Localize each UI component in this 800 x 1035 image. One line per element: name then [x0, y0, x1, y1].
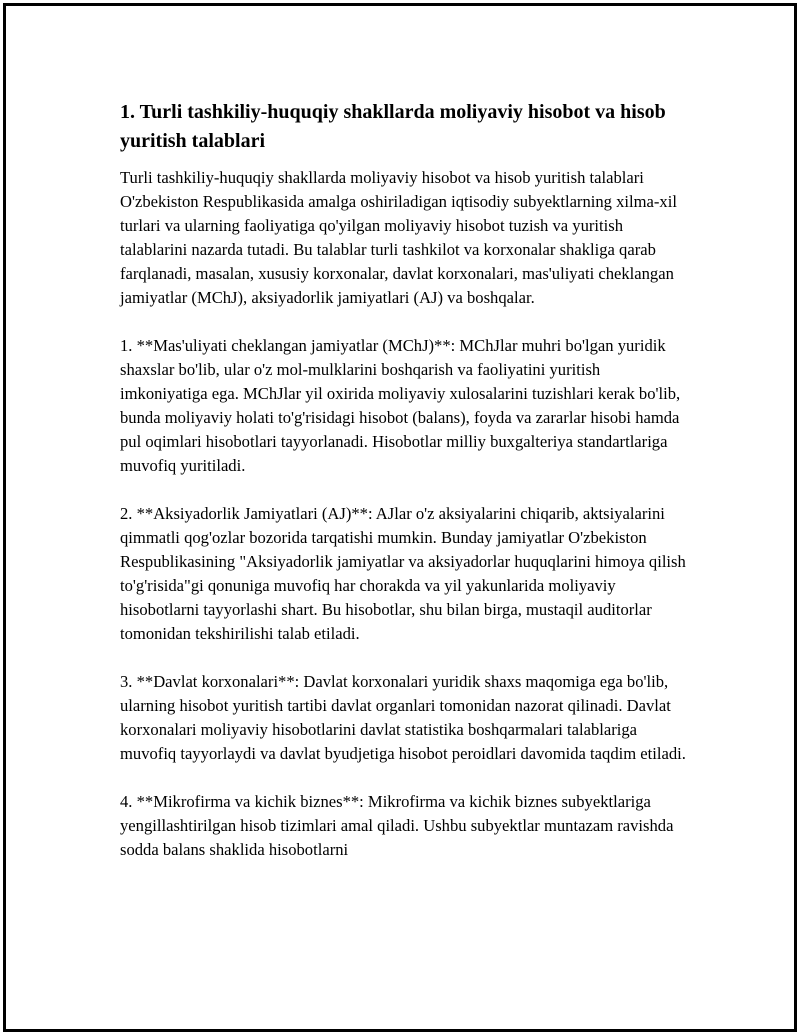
- list-item-davlat: 3. **Davlat korxonalari**: Davlat korxonalari yuridik shaxs maqomiga ega bo'lib, ularning hisobot yuritish tartibi davlat organlari tomonidan nazorat qilinadi. Davlat korxonalari moliyaviy hisobotlarini davlat statistika boshqarmalari talablariga muvofiq tayyorlaydi va davlat byudjetiga hisobot peroidlari davomida taqdim etiladi.: [120, 672, 686, 763]
- intro-paragraph: Turli tashkiliy-huquqiy shakllarda moliyaviy hisobot va hisob yuritish talablari O'zbekiston Respublikasida amalga oshiriladigan iqtisodiy subyektlarning xilma-xil turlari va ularning faoliyatiga qo'yilgan moliyaviy hisobot tuzish va yuritish talablarini nazarda tutadi. Bu talablar turli tashkilot va korxonalar shakliga qarab farqlanadi, masalan, xususiy korxonalar, davlat korxonalari, mas'uliyati cheklangan jamiyatlar (MChJ), aksiyadorlik jamiyatlari (AJ) va boshqalar.: [120, 168, 677, 307]
- list-item-mchj: 1. **Mas'uliyati cheklangan jamiyatlar (MChJ)**: MChJlar muhri bo'lgan yuridik shaxslar bo'lib, ular o'z mol-mulklarini boshqarish va faoliyatini yuritish imkoniyatiga ega. MChJlar yil oxirida moliyaviy xulosalarini tuzishlari kerak bo'lib, bunda moliyaviy holati to'g'risidagi hisobot (balans), foyda va zararlar hisobi hamda pul oqimlari hisobotlari tayyorlanadi. Hisobotlar milliy buxgalteriya standartlariga muvofiq yuritiladi.: [120, 336, 681, 475]
- document-body: [120, 98, 690, 862]
- section-heading: 1. Turli tashkiliy-huquqiy shakllarda moliyaviy hisobot va hisob yuritish talablari: [120, 101, 666, 152]
- page-frame: [3, 3, 797, 1032]
- list-item-aj: 2. **Aksiyadorlik Jamiyatlari (AJ)**: AJlar o'z aksiyalarini chiqarib, aktsiyalarini qimmatli qog'ozlar bozorida tarqatishi mumkin. Bunday jamiyatlar O'zbekiston Respublikasining "Aksiyadorlik jamiyatlar va aksiyadorlar huquqlarini himoya qilish to'g'risida"gi qonuniga muvofiq har chorakda va yil yakunlarida moliyaviy hisobotlarni tayyorlashi shart. Bu hisobotlar, shu bilan birga, mustaqil auditorlar tomonidan tekshirilishi talab etiladi.: [120, 504, 686, 643]
- list-item-mikrofirma: 4. **Mikrofirma va kichik biznes**: Mikrofirma va kichik biznes subyektlariga yengillashtirilgan hisob tizimlari amal qiladi. Ushbu subyektlar muntazam ravishda sodda balans shaklida hisobotlarni: [120, 792, 674, 859]
